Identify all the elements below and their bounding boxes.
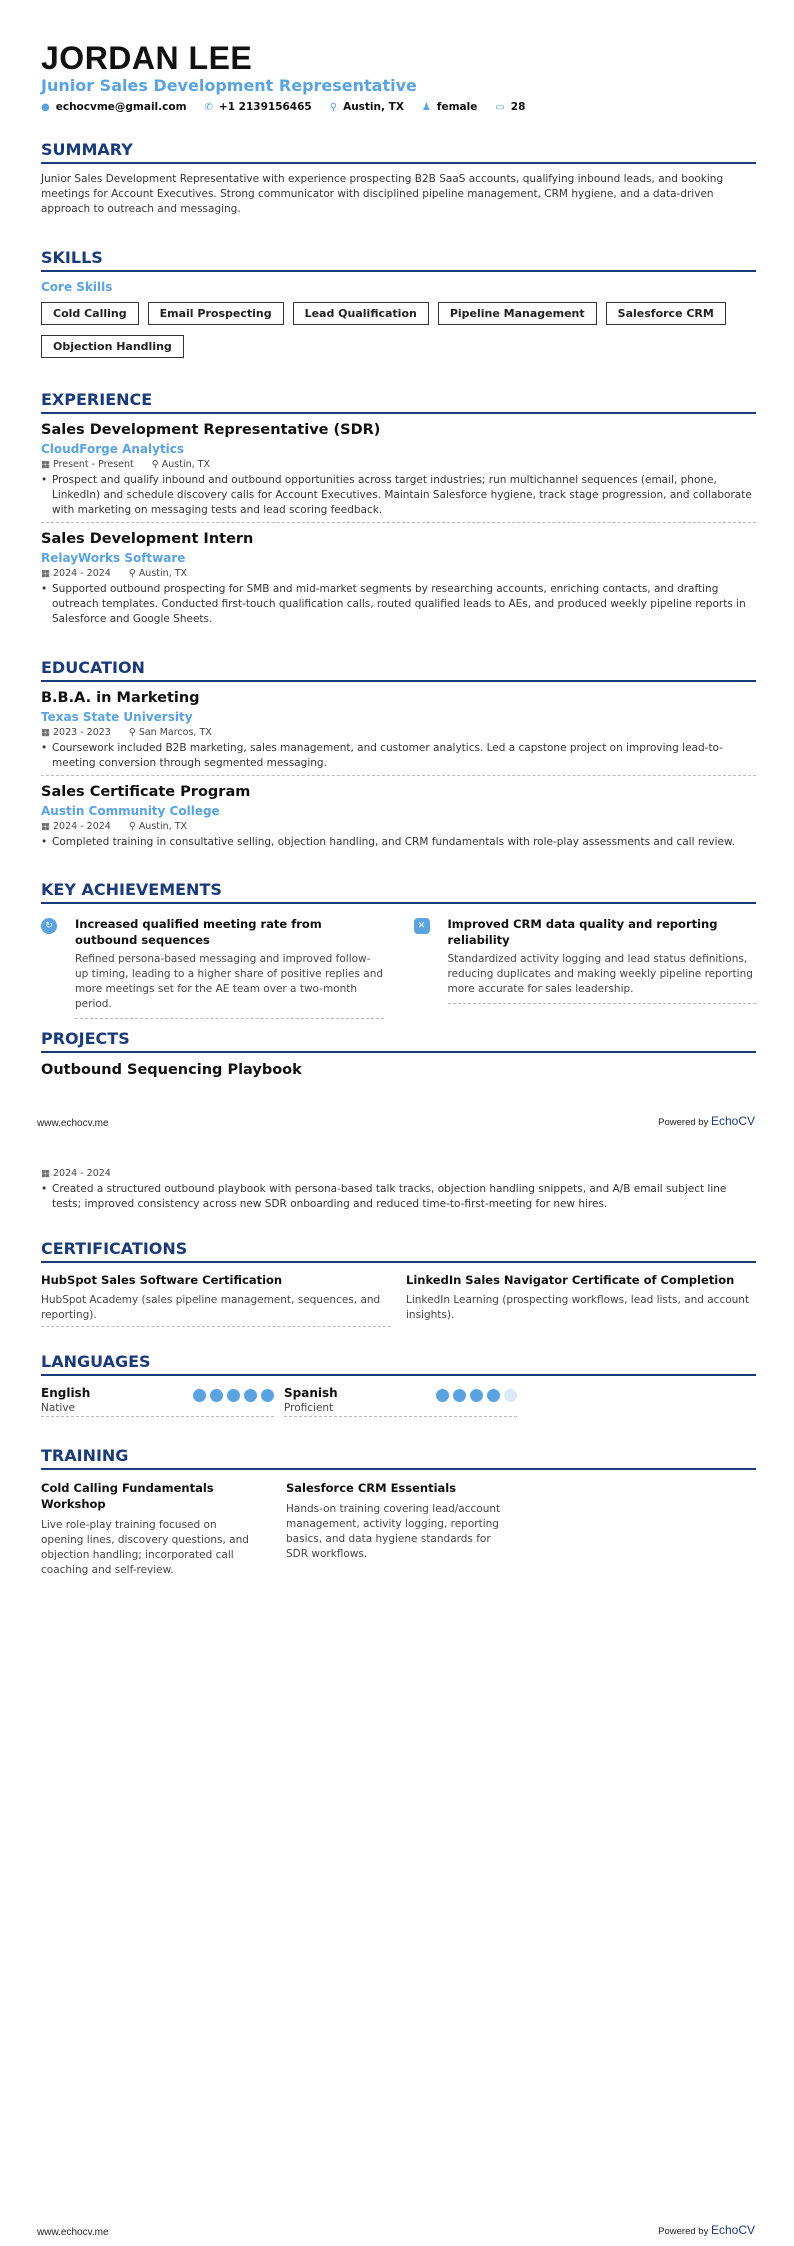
summary-title: SUMMARY xyxy=(41,140,756,164)
entry-title: Sales Development Intern xyxy=(41,531,254,547)
certification-desc: HubSpot Academy (sales pipeline management, sequences, and reporting). xyxy=(41,1293,391,1327)
contact-age: ▭ 28 xyxy=(495,101,526,113)
footer-site-link[interactable]: www.echocv.me xyxy=(37,1118,109,1129)
languages-title: LANGUAGES xyxy=(41,1352,756,1376)
location-icon: ⚲ xyxy=(329,101,338,113)
skill-tag: Lead Qualification xyxy=(293,302,429,325)
certification-title: HubSpot Sales Software Certification xyxy=(41,1273,283,1287)
training-desc: Hands-on training covering lead/account management, activity logging, reporting basics, and data hygiene standards for SDR workflows. xyxy=(286,1503,501,1560)
experience-entry xyxy=(41,422,756,523)
entry-bullet: • Coursework included B2B marketing, sales management, and customer analytics. Led a capstone project on improving lead-to-meeting conversion through segmented messaging. xyxy=(41,741,756,771)
email-icon: ● xyxy=(41,101,50,113)
achievements-title: KEY ACHIEVEMENTS xyxy=(41,880,756,904)
entry-meta xyxy=(41,459,756,470)
language-level: Proficient xyxy=(284,1402,334,1414)
rating-dot xyxy=(261,1389,274,1402)
experience-entry xyxy=(41,531,756,627)
brand-logo: EchoCV xyxy=(710,1114,755,1128)
divider xyxy=(41,522,756,523)
training-title-text: Cold Calling Fundamentals Workshop xyxy=(41,1481,214,1511)
language-name: English xyxy=(41,1386,91,1400)
certification-desc: LinkedIn Learning (prospecting workflows, lead lists, and account insights). xyxy=(406,1294,750,1321)
entry-bullet: • Created a structured outbound playbook with persona-based talk tracks, objection handling snippets, and A/B email subject line tests; improved consistency across new SDR onboarding and reduced time-to-first-meeting for new hires. xyxy=(41,1182,756,1212)
entry-title: Sales Certificate Program xyxy=(41,784,251,800)
location-icon: ⚲ Austin, TX xyxy=(128,821,188,832)
rating-dot xyxy=(487,1389,500,1402)
certifications-title: CERTIFICATIONS xyxy=(41,1239,756,1263)
training-section xyxy=(41,1446,756,1578)
training-item xyxy=(286,1480,501,1578)
person-icon: ♟ xyxy=(421,101,431,113)
languages-section xyxy=(41,1352,756,1417)
powered-by: Powered by EchoCV xyxy=(658,2223,755,2237)
powered-by: Powered by EchoCV xyxy=(658,1114,755,1128)
projects-title: PROJECTS xyxy=(41,1029,756,1053)
entry-meta xyxy=(41,727,756,738)
brand-logo: EchoCV xyxy=(710,2223,755,2237)
certification-item xyxy=(406,1273,756,1327)
achievement-item xyxy=(41,916,384,1019)
skill-tag: Pipeline Management xyxy=(438,302,597,325)
certification-item xyxy=(41,1273,391,1327)
contact-row xyxy=(41,101,525,113)
training-title: TRAINING xyxy=(41,1446,756,1470)
certifications-section xyxy=(41,1239,756,1327)
location-icon: ⚲ Austin, TX xyxy=(128,568,188,579)
rating-dot xyxy=(193,1389,206,1402)
language-item xyxy=(284,1386,517,1417)
calendar-icon: ▦ 2024 - 2024 xyxy=(41,821,111,832)
contact-email[interactable]: ● echocvme@gmail.com xyxy=(41,101,187,113)
footer-site-link[interactable]: www.echocv.me xyxy=(37,2227,109,2238)
achievement-title: Increased qualified meeting rate from outbound sequences xyxy=(75,917,322,947)
rating-dot xyxy=(244,1389,257,1402)
project-details xyxy=(41,1165,756,1212)
entry-title: B.B.A. in Marketing xyxy=(41,690,200,706)
education-entry xyxy=(41,784,756,850)
skill-tag: Salesforce CRM xyxy=(606,302,726,325)
entry-bullet: • Prospect and qualify inbound and outbound opportunities across target industries; run multichannel sequences (email, phone, LinkedIn) and schedule discovery calls for Account Executives. Maintain Salesforce hygiene, track stage progression, and collaborate with marketing on messaging tests and lead scoring feedback. xyxy=(41,473,756,518)
calendar-icon: ▭ xyxy=(495,101,505,113)
candidate-name: JORDAN LEE xyxy=(41,40,253,76)
languages-list xyxy=(41,1386,756,1417)
skill-tag: Cold Calling xyxy=(41,302,139,325)
achievement-desc: Refined persona-based messaging and improved follow-up timing, leading to a higher share of positive replies and more meetings set for the AE team over a two-month period. xyxy=(75,952,384,1019)
skill-tag: Objection Handling xyxy=(41,335,184,358)
calendar-icon: ▦ 2024 - 2024 xyxy=(41,1168,111,1179)
skills-title: SKILLS xyxy=(41,248,756,272)
experience-section xyxy=(41,390,756,627)
data-quality-icon: ✕ xyxy=(414,918,430,934)
candidate-role: Junior Sales Development Representative xyxy=(41,76,417,95)
rating-dot xyxy=(453,1389,466,1402)
training-title-text: Salesforce CRM Essentials xyxy=(286,1481,457,1495)
rating-dot xyxy=(470,1389,483,1402)
entry-bullet: • Completed training in consultative selling, objection handling, and CRM fundamentals with role-play assessments and call review. xyxy=(41,835,756,850)
entry-meta xyxy=(41,1168,756,1179)
rating-dot xyxy=(436,1389,449,1402)
certifications-list xyxy=(41,1273,756,1327)
contact-gender: ♟ female xyxy=(421,101,478,113)
entry-title: Sales Development Representative (SDR) xyxy=(41,422,381,438)
achievement-item xyxy=(414,916,757,1019)
rating-dot xyxy=(227,1389,240,1402)
certification-title: LinkedIn Sales Navigator Certificate of Completion xyxy=(406,1273,735,1287)
entry-meta xyxy=(41,568,756,579)
entry-org: RelayWorks Software xyxy=(41,551,186,565)
achievements-section xyxy=(41,880,756,1019)
education-title: EDUCATION xyxy=(41,658,756,682)
language-rating xyxy=(193,1389,274,1414)
project-title: Outbound Sequencing Playbook xyxy=(41,1062,302,1078)
entry-meta xyxy=(41,821,756,832)
skill-tag: Email Prospecting xyxy=(148,302,284,325)
summary-section xyxy=(41,140,756,217)
achievement-title: Improved CRM data quality and reporting reliability xyxy=(447,917,718,947)
skills-section xyxy=(41,248,756,368)
training-desc: Live role-play training focused on opening lines, discovery questions, and objection handling; incorporated call coaching and self-review. xyxy=(41,1519,249,1576)
contact-location: ⚲ Austin, TX xyxy=(329,101,404,113)
calendar-icon: ▦ Present - Present xyxy=(41,459,134,470)
entry-org: Austin Community College xyxy=(41,804,220,818)
training-list xyxy=(41,1480,756,1578)
growth-icon: ↻ xyxy=(41,918,57,934)
summary-text: Junior Sales Development Representative with experience prospecting B2B SaaS accounts, qualifying inbound leads, and booking meetings for Account Executives. Strong communicator with disciplined pipeline management, CRM hygiene, and a data-driven approach to outreach and messaging. xyxy=(41,173,724,215)
calendar-icon: ▦ 2024 - 2024 xyxy=(41,568,111,579)
education-entry xyxy=(41,690,756,776)
rating-dot xyxy=(504,1389,517,1402)
location-icon: ⚲ San Marcos, TX xyxy=(128,727,212,738)
achievement-desc: Standardized activity logging and lead status definitions, reducing duplicates and making weekly pipeline reporting more accurate for sales leadership. xyxy=(448,952,757,1004)
calendar-icon: ▦ 2023 - 2023 xyxy=(41,727,111,738)
entry-org: CloudForge Analytics xyxy=(41,442,185,456)
language-item xyxy=(41,1386,274,1417)
language-level: Native xyxy=(41,1402,75,1414)
projects-section xyxy=(41,1029,756,1078)
location-icon: ⚲ Austin, TX xyxy=(151,459,210,470)
skill-tags xyxy=(41,302,756,368)
language-name: Spanish xyxy=(284,1386,338,1400)
phone-icon: ✆ xyxy=(204,101,213,113)
education-section xyxy=(41,658,756,850)
language-rating xyxy=(436,1389,517,1414)
entry-org: Texas State University xyxy=(41,710,193,724)
experience-title: EXPERIENCE xyxy=(41,390,756,414)
entry-bullet: • Supported outbound prospecting for SMB and mid-market segments by researching accounts, enriching contacts, and drafting outreach templates. Conducted first-touch qualification calls, routed qualified leads to AEs, and produced weekly pipeline reports in Salesforce and Google Sheets. xyxy=(41,582,756,627)
contact-phone[interactable]: ✆ +1 2139156465 xyxy=(204,101,312,113)
divider xyxy=(41,775,756,776)
achievements-list xyxy=(41,916,756,1019)
rating-dot xyxy=(210,1389,223,1402)
skills-subtitle: Core Skills xyxy=(41,280,113,294)
training-item xyxy=(41,1480,256,1578)
